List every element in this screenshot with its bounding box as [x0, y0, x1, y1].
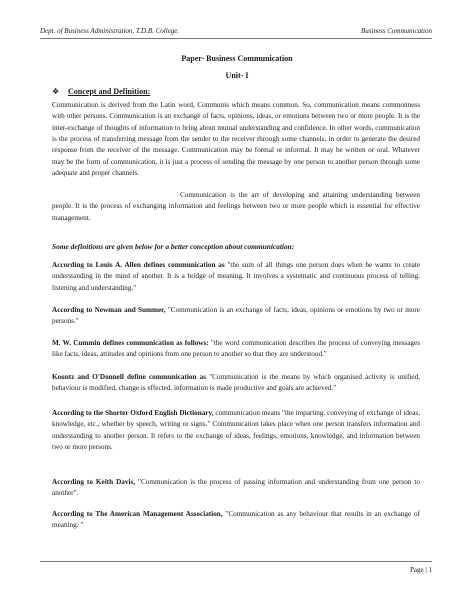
definition-text: Communication is the art of developing and attaining understanding between people. It is the process of exchanging information and feelings between two or more people which is essential for effective management. — [52, 191, 420, 222]
definition-item — [52, 509, 420, 532]
definition-body: "the word communication describes the process of conveying messages like facts, ideas, attitudes and opinions from one person to another so that they are understood." — [52, 339, 420, 359]
footer-divider — [40, 561, 432, 562]
definition-item — [52, 408, 420, 453]
header-subject: Business Communication — [361, 27, 432, 35]
section-heading-text: Concept and Definition: — [68, 87, 151, 96]
definition-author: Koontz and O'Donnell define communication as — [52, 373, 207, 381]
header-department: Dept. of Business Administration, T.D.B. College. — [40, 27, 180, 35]
section-heading — [52, 87, 150, 96]
header-divider — [40, 38, 432, 39]
definition-body: "Communication is an exchange of facts, ideas, opinions or emotions by two or more persons." — [52, 306, 420, 326]
definition-author: According to Keith Davis, — [52, 478, 136, 486]
intro-paragraph: Communication is derived from the Latin word, Communis which means common. So, communication means commonness with other persons. Communication is an exchange of facts, opinions, ideas, or emotions between two or more people. It is the inter-exchange of thoughts of information to bring about mutual understanding and confidence. In other words, communication is the process of transferring message from the sender to the receiver through some channels, in order to generate the desired response from the receiver of the message. Communication may be formal or informal. It may be written or oral. Whatever may be the form of communication, it is just a process of sending the message by one person to another person through some adequate and proper channels. — [52, 101, 420, 178]
definition-author: According to Louis A. Allen defines communication as — [52, 261, 225, 269]
definition-author: According to Newman and Summer, — [52, 306, 166, 314]
definition-author: According to the Shorter Oxford English Dictionary, — [52, 409, 214, 417]
definition-item — [52, 338, 420, 361]
diamond-bullet-icon: ❖ — [52, 87, 60, 96]
definition-author: According to The American Management Association, — [52, 510, 223, 518]
unit-title: Unit- I — [225, 71, 249, 80]
definition-paragraph — [52, 190, 420, 224]
definition-item — [52, 305, 420, 328]
definition-item — [52, 260, 420, 294]
paper-title: Paper- Business Communication — [181, 54, 293, 63]
definition-body: "the sum of all things one person does when he wants to create understanding in the mind of another. It is a bridge of meaning. It involves a systematic and continuous process of telling, listening and understanding." — [52, 261, 420, 292]
definition-body: "Communication is the process of passing information and understanding from one person to another". — [52, 478, 420, 498]
definitions-subheading: Some definitions are given below for a better conception about communication: — [52, 242, 295, 251]
definition-author: M. W. Cummin defines communication as follows: — [52, 339, 209, 347]
page-number: Page | 1 — [409, 566, 432, 574]
definition-body: "Communication as any behaviour that results in an exchange of meaning. " — [52, 510, 420, 530]
definition-body: "Communication is the means by which organised activity is unified, behaviour is modified, change is effected. information is made productive and goals are achieved." — [52, 373, 420, 393]
definition-item — [52, 372, 420, 395]
definition-body: communication means "the imparting. conveying of exchange of ideas, knowledge, etc., whether by speech, writing or signs." Communication takes place when one person transfers information and understanding to another person. It refers to the exchange of ideas, feelings, emotions, knowledge, and information between two or more persons. — [52, 409, 420, 452]
definition-item — [52, 477, 420, 500]
